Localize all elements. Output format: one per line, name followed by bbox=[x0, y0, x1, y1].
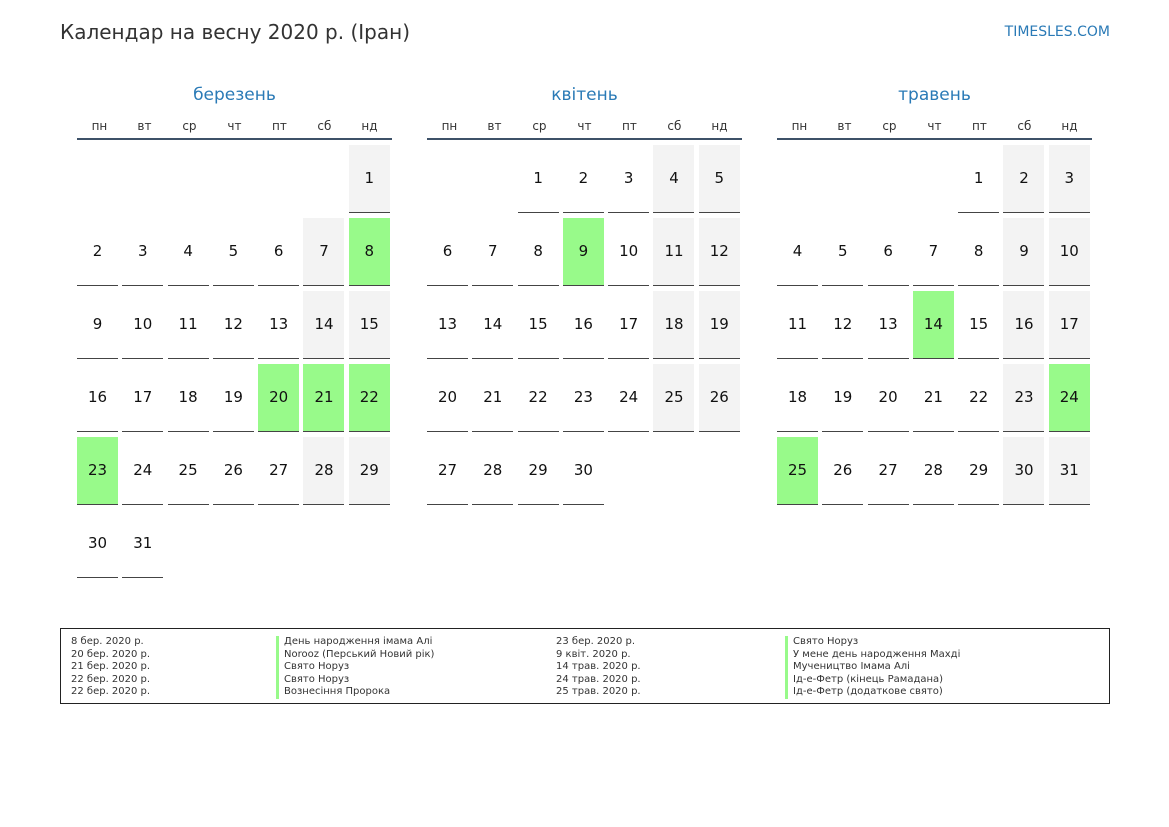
day-cell[interactable]: 16 bbox=[1003, 291, 1044, 359]
day-cell[interactable]: 30 bbox=[77, 510, 118, 578]
weekday-label: пн bbox=[441, 119, 458, 133]
legend-date: 9 квіт. 2020 р. bbox=[556, 648, 631, 660]
weekday-label: пт bbox=[272, 119, 287, 133]
legend-holiday: Ід-е-Фетр (кінець Рамадана) bbox=[785, 674, 960, 687]
day-cell[interactable]: 5 bbox=[822, 218, 863, 286]
day-cell[interactable]: 23 bbox=[1003, 364, 1044, 432]
day-grid bbox=[777, 145, 1092, 505]
empty-cell bbox=[427, 145, 468, 213]
day-cell[interactable]: 24 bbox=[608, 364, 649, 432]
weekday-label: нд bbox=[361, 119, 378, 133]
day-cell[interactable]: 7 bbox=[472, 218, 513, 286]
holiday-legend bbox=[60, 628, 1110, 704]
holiday-day-cell[interactable]: 14 bbox=[913, 291, 954, 359]
day-cell[interactable]: 15 bbox=[958, 291, 999, 359]
weekday-label: вт bbox=[837, 119, 852, 133]
empty-cell bbox=[303, 145, 344, 213]
day-cell[interactable]: 22 bbox=[958, 364, 999, 432]
day-cell[interactable]: 6 bbox=[427, 218, 468, 286]
day-cell[interactable]: 1 bbox=[518, 145, 559, 213]
weekday-label: вт bbox=[137, 119, 152, 133]
day-cell[interactable]: 28 bbox=[472, 437, 513, 505]
month-may bbox=[777, 82, 1092, 505]
day-cell[interactable]: 29 bbox=[958, 437, 999, 505]
weekday-label: нд bbox=[711, 119, 728, 133]
day-cell[interactable]: 8 bbox=[958, 218, 999, 286]
day-cell[interactable]: 19 bbox=[822, 364, 863, 432]
day-cell[interactable]: 11 bbox=[168, 291, 209, 359]
day-cell[interactable]: 13 bbox=[427, 291, 468, 359]
day-cell[interactable]: 6 bbox=[868, 218, 909, 286]
day-cell[interactable]: 21 bbox=[472, 364, 513, 432]
day-cell[interactable]: 9 bbox=[1003, 218, 1044, 286]
empty-cell bbox=[913, 145, 954, 213]
day-cell[interactable]: 21 bbox=[913, 364, 954, 432]
legend-holiday: Мучеництво Імама Алі bbox=[785, 661, 960, 674]
weekday-label: ср bbox=[182, 119, 197, 133]
legend-names-2 bbox=[785, 636, 960, 699]
legend-dates-2 bbox=[556, 636, 641, 699]
day-cell[interactable]: 15 bbox=[518, 291, 559, 359]
day-cell[interactable]: 28 bbox=[303, 437, 344, 505]
holiday-day-cell[interactable]: 23 bbox=[77, 437, 118, 505]
day-cell[interactable]: 3 bbox=[1049, 145, 1090, 213]
legend-date: 23 бер. 2020 р. bbox=[556, 636, 636, 647]
weekday-label: пн bbox=[91, 119, 108, 133]
day-cell[interactable]: 26 bbox=[699, 364, 740, 432]
empty-cell bbox=[77, 145, 118, 213]
day-cell[interactable]: 10 bbox=[1049, 218, 1090, 286]
day-cell[interactable]: 26 bbox=[822, 437, 863, 505]
day-grid bbox=[77, 145, 392, 578]
weekday-label: ср bbox=[882, 119, 897, 133]
day-cell[interactable]: 2 bbox=[1003, 145, 1044, 213]
empty-cell bbox=[472, 145, 513, 213]
month-april bbox=[427, 82, 742, 505]
holiday-day-cell[interactable]: 22 bbox=[349, 364, 390, 432]
empty-cell bbox=[168, 145, 209, 213]
day-cell[interactable]: 7 bbox=[913, 218, 954, 286]
legend-holiday: Свято Норуз bbox=[276, 661, 434, 674]
month-march bbox=[77, 82, 392, 578]
day-cell[interactable]: 6 bbox=[258, 218, 299, 286]
empty-cell bbox=[822, 145, 863, 213]
legend-date: 20 бер. 2020 р. bbox=[71, 648, 151, 660]
weekday-label: сб bbox=[1017, 119, 1032, 133]
day-cell[interactable]: 29 bbox=[349, 437, 390, 505]
legend-names-1 bbox=[276, 636, 434, 699]
day-cell[interactable]: 10 bbox=[608, 218, 649, 286]
day-cell[interactable]: 27 bbox=[258, 437, 299, 505]
weekday-label: пт bbox=[622, 119, 637, 133]
weekday-label: вт bbox=[487, 119, 502, 133]
brand-link[interactable]: TIMESLES.COM bbox=[1004, 24, 1110, 40]
day-cell[interactable]: 1 bbox=[958, 145, 999, 213]
day-cell[interactable]: 29 bbox=[518, 437, 559, 505]
day-cell[interactable]: 11 bbox=[777, 291, 818, 359]
day-cell[interactable]: 13 bbox=[258, 291, 299, 359]
day-cell[interactable]: 25 bbox=[168, 437, 209, 505]
weekday-label: пт bbox=[972, 119, 987, 133]
day-grid bbox=[427, 145, 742, 505]
holiday-day-cell[interactable]: 25 bbox=[777, 437, 818, 505]
day-cell[interactable]: 17 bbox=[1049, 291, 1090, 359]
legend-date: 14 трав. 2020 р. bbox=[556, 661, 641, 672]
legend-date: 21 бер. 2020 р. bbox=[71, 661, 151, 672]
day-cell[interactable]: 16 bbox=[563, 291, 604, 359]
weekday-label: ср bbox=[532, 119, 547, 133]
weekday-header bbox=[77, 114, 392, 140]
day-cell[interactable]: 5 bbox=[213, 218, 254, 286]
day-cell[interactable]: 23 bbox=[563, 364, 604, 432]
day-cell[interactable]: 3 bbox=[608, 145, 649, 213]
weekday-label: чт bbox=[227, 119, 242, 133]
day-cell[interactable]: 17 bbox=[122, 364, 163, 432]
day-cell[interactable]: 12 bbox=[213, 291, 254, 359]
day-cell[interactable]: 17 bbox=[608, 291, 649, 359]
day-cell[interactable]: 4 bbox=[653, 145, 694, 213]
day-cell[interactable]: 27 bbox=[427, 437, 468, 505]
day-cell[interactable]: 4 bbox=[777, 218, 818, 286]
legend-holiday: Norooz (Перський Новий рік) bbox=[276, 649, 434, 662]
month-title: квітень bbox=[551, 85, 618, 105]
day-cell[interactable]: 20 bbox=[427, 364, 468, 432]
day-cell[interactable]: 2 bbox=[563, 145, 604, 213]
day-cell[interactable]: 1 bbox=[349, 145, 390, 213]
legend-holiday: У мене день народження Махді bbox=[785, 649, 960, 662]
day-cell[interactable]: 31 bbox=[122, 510, 163, 578]
day-cell[interactable]: 25 bbox=[653, 364, 694, 432]
day-cell[interactable]: 27 bbox=[868, 437, 909, 505]
weekday-label: сб bbox=[317, 119, 332, 133]
day-cell[interactable]: 19 bbox=[213, 364, 254, 432]
holiday-day-cell[interactable]: 21 bbox=[303, 364, 344, 432]
day-cell[interactable]: 9 bbox=[77, 291, 118, 359]
legend-date: 22 бер. 2020 р. bbox=[71, 673, 151, 685]
day-cell[interactable]: 30 bbox=[563, 437, 604, 505]
month-title: травень bbox=[898, 85, 971, 105]
day-cell[interactable]: 31 bbox=[1049, 437, 1090, 505]
day-cell[interactable]: 14 bbox=[303, 291, 344, 359]
day-cell[interactable]: 15 bbox=[349, 291, 390, 359]
holiday-day-cell[interactable]: 20 bbox=[258, 364, 299, 432]
holiday-day-cell[interactable]: 9 bbox=[563, 218, 604, 286]
legend-date: 24 трав. 2020 р. bbox=[556, 673, 641, 685]
empty-cell bbox=[777, 145, 818, 213]
weekday-label: чт bbox=[927, 119, 942, 133]
empty-cell bbox=[258, 145, 299, 213]
weekday-label: пн bbox=[791, 119, 808, 133]
empty-cell bbox=[868, 145, 909, 213]
day-cell[interactable]: 26 bbox=[213, 437, 254, 505]
page-title: Календар на весну 2020 р. (Іран) bbox=[60, 20, 410, 44]
empty-cell bbox=[213, 145, 254, 213]
empty-cell bbox=[122, 145, 163, 213]
day-cell[interactable]: 12 bbox=[699, 218, 740, 286]
day-cell[interactable]: 8 bbox=[518, 218, 559, 286]
legend-holiday: Ід-е-Фетр (додаткове свято) bbox=[785, 686, 960, 699]
day-cell[interactable]: 5 bbox=[699, 145, 740, 213]
weekday-label: нд bbox=[1061, 119, 1078, 133]
day-cell[interactable]: 18 bbox=[168, 364, 209, 432]
legend-date: 22 бер. 2020 р. bbox=[71, 686, 151, 697]
day-cell[interactable]: 3 bbox=[122, 218, 163, 286]
legend-holiday: Свято Норуз bbox=[785, 636, 960, 649]
day-cell[interactable]: 4 bbox=[168, 218, 209, 286]
day-cell[interactable]: 19 bbox=[699, 291, 740, 359]
day-cell[interactable]: 18 bbox=[777, 364, 818, 432]
holiday-day-cell[interactable]: 8 bbox=[349, 218, 390, 286]
day-cell[interactable]: 11 bbox=[653, 218, 694, 286]
legend-holiday: Вознесіння Пророка bbox=[276, 686, 434, 699]
day-cell[interactable]: 2 bbox=[77, 218, 118, 286]
legend-holiday: День народження імама Алі bbox=[276, 636, 434, 649]
legend-date: 25 трав. 2020 р. bbox=[556, 686, 641, 697]
day-cell[interactable]: 14 bbox=[472, 291, 513, 359]
legend-holiday: Свято Норуз bbox=[276, 674, 434, 687]
day-cell[interactable]: 7 bbox=[303, 218, 344, 286]
day-cell[interactable]: 20 bbox=[868, 364, 909, 432]
legend-dates-1 bbox=[71, 636, 150, 699]
day-cell[interactable]: 22 bbox=[518, 364, 559, 432]
day-cell[interactable]: 28 bbox=[913, 437, 954, 505]
weekday-label: сб bbox=[667, 119, 682, 133]
day-cell[interactable]: 24 bbox=[122, 437, 163, 505]
weekday-header bbox=[427, 114, 742, 140]
legend-date: 8 бер. 2020 р. bbox=[71, 636, 144, 647]
weekday-header bbox=[777, 114, 1092, 140]
weekday-label: чт bbox=[577, 119, 592, 133]
day-cell[interactable]: 13 bbox=[868, 291, 909, 359]
day-cell[interactable]: 30 bbox=[1003, 437, 1044, 505]
day-cell[interactable]: 16 bbox=[77, 364, 118, 432]
day-cell[interactable]: 12 bbox=[822, 291, 863, 359]
day-cell[interactable]: 18 bbox=[653, 291, 694, 359]
holiday-day-cell[interactable]: 24 bbox=[1049, 364, 1090, 432]
month-title: березень bbox=[193, 85, 276, 105]
day-cell[interactable]: 10 bbox=[122, 291, 163, 359]
